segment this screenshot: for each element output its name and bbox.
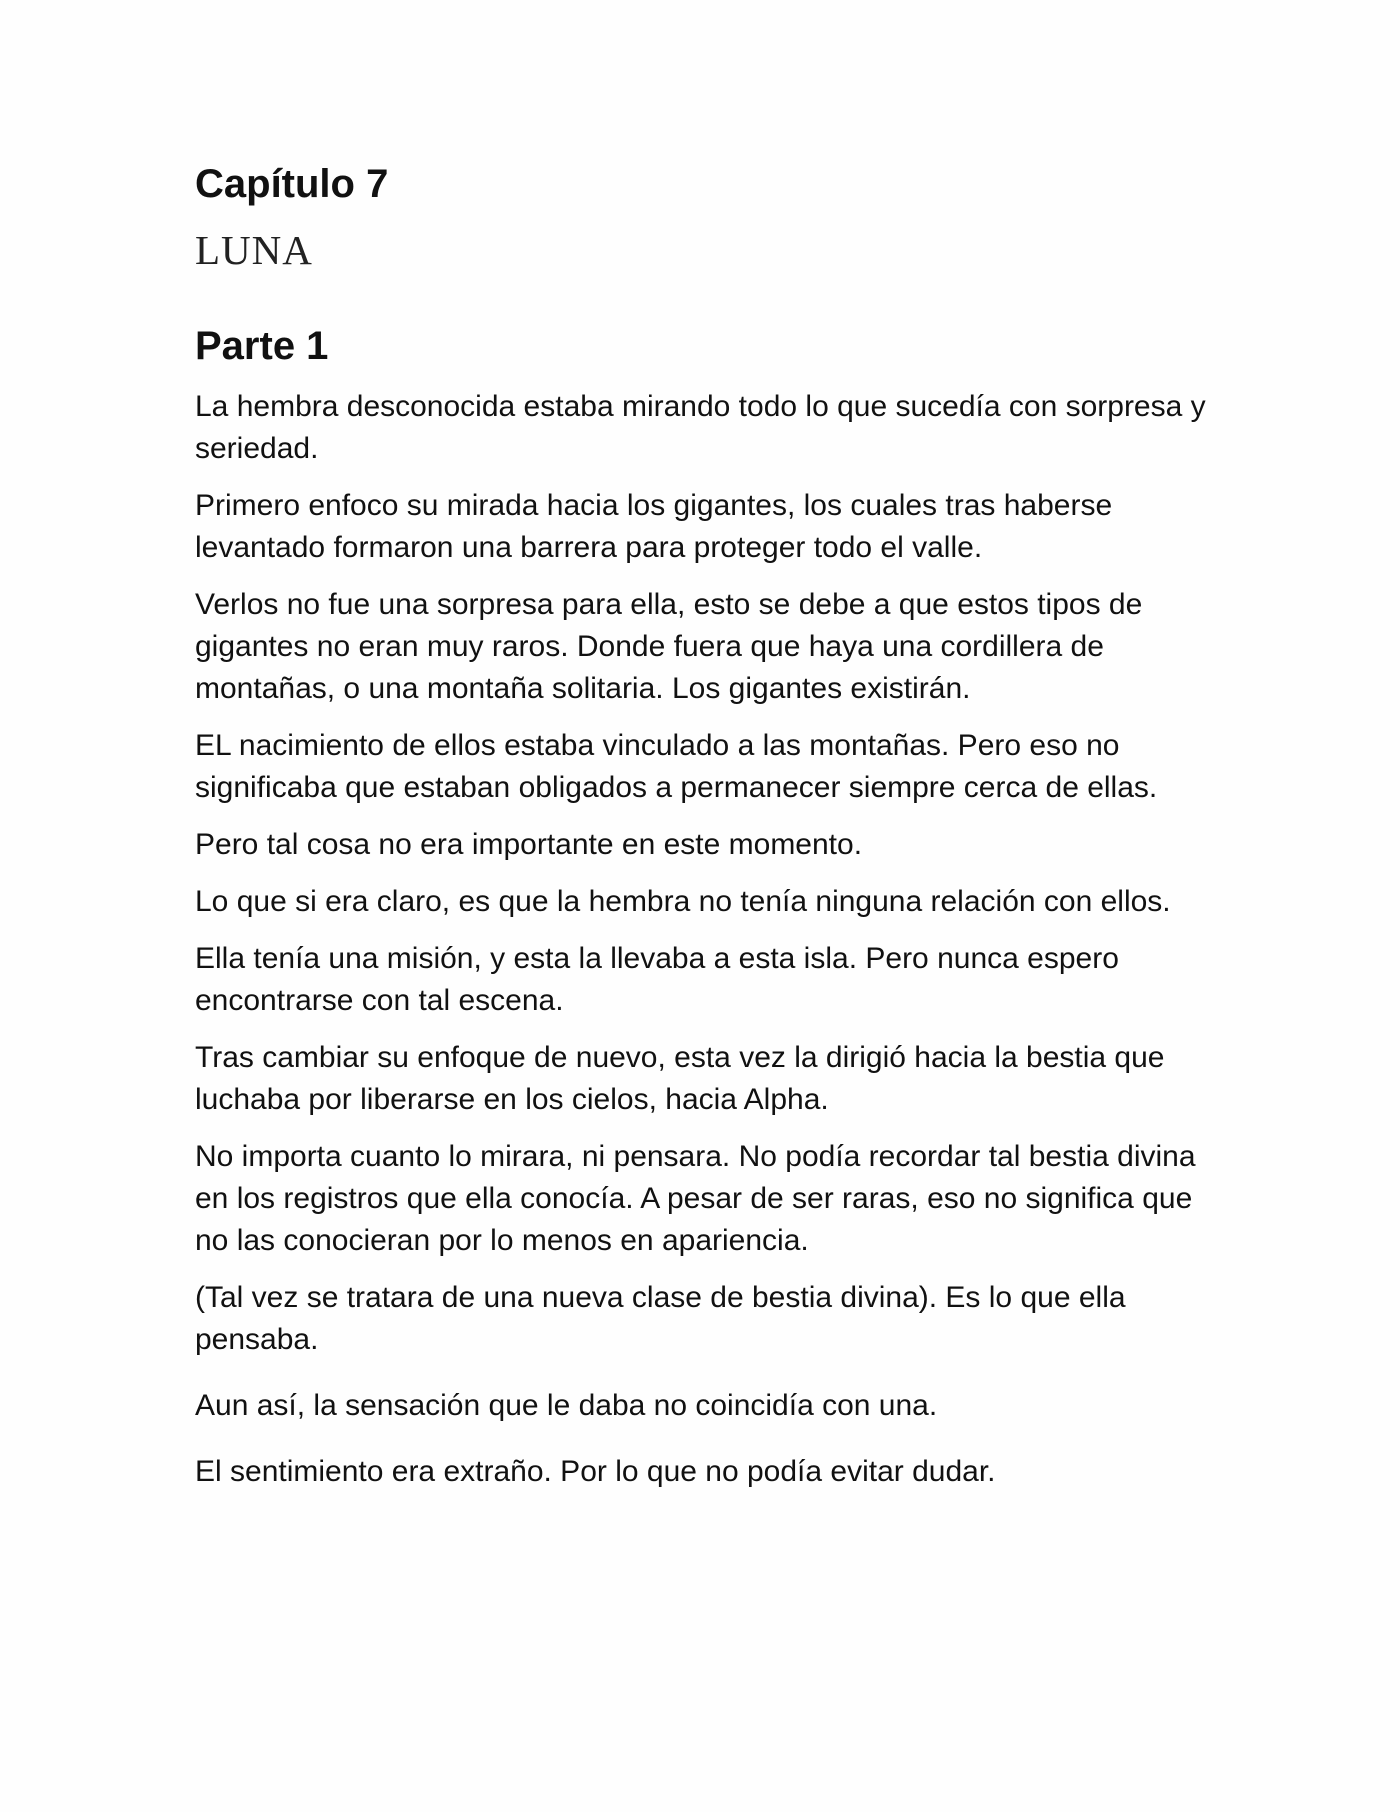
part-title: Parte 1 [195,324,329,368]
paragraph: El sentimiento era extraño. Por lo que no podía evitar dudar. [195,1455,996,1488]
paragraph: No importa cuanto lo mirara, ni pensara. No podía recordar tal bestia divina en los registros que ella conocía. A pesar de ser raras, eso no significa que no las conocieran por lo menos en apariencia. [195,1140,1196,1257]
paragraph: Tras cambiar su enfoque de nuevo, esta vez la dirigió hacia la bestia que luchaba por liberarse en los cielos, hacia Alpha. [195,1041,1165,1116]
paragraph: Aun así, la sensación que le daba no coincidía con una. [195,1389,938,1422]
paragraph: Ella tenía una misión, y esta la llevaba a esta isla. Pero nunca espero encontrarse con tal escena. [195,942,1119,1017]
paragraph: Pero tal cosa no era importante en este momento. [195,828,863,861]
paragraph: EL nacimiento de ellos estaba vinculado a las montañas. Pero eso no significaba que estaban obligados a permanecer siempre cerca de ellas. [195,729,1158,804]
document-content [195,158,1215,1508]
chapter-title: Capítulo 7 [195,162,389,206]
paragraph: Lo que si era claro, es que la hembra no tenía ninguna relación con ellos. [195,885,1171,918]
chapter-subtitle: LUNA [195,227,313,273]
paragraph: Verlos no fue una sorpresa para ella, esto se debe a que estos tipos de gigantes no eran muy raros. Donde fuera que haya una cordillera de montañas, o una montaña solitaria. Los gigantes existirán. [195,588,1143,705]
paragraph: (Tal vez se tratara de una nueva clase de bestia divina). Es lo que ella pensaba. [195,1281,1126,1356]
paragraph: La hembra desconocida estaba mirando todo lo que sucedía con sorpresa y seriedad. [195,390,1206,465]
paragraph: Primero enfoco su mirada hacia los gigantes, los cuales tras haberse levantado formaron una barrera para proteger todo el valle. [195,489,1113,564]
body-text [195,386,1215,1493]
